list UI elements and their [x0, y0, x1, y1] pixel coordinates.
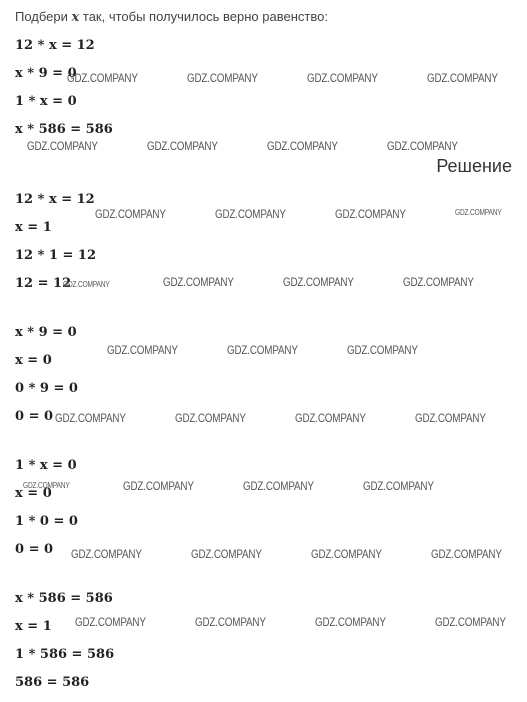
- watermark: GDZ.COMPANY: [295, 411, 366, 425]
- task-text-after: так, чтобы получилось верно равенство:: [79, 9, 328, 24]
- watermark: GDZ.COMPANY: [23, 481, 70, 490]
- watermark: GDZ.COMPANY: [267, 139, 338, 153]
- watermark: GDZ.COMPANY: [243, 479, 314, 493]
- watermark: GDZ.COMPANY: [27, 139, 98, 153]
- solution-heading: Решение: [436, 156, 512, 176]
- solution-2-step-4: 0 = 0: [15, 409, 54, 424]
- watermark: GDZ.COMPANY: [123, 479, 194, 493]
- watermark: GDZ.COMPANY: [55, 411, 126, 425]
- watermark: GDZ.COMPANY: [107, 343, 178, 357]
- solution-1-step-4: 12 = 12: [15, 276, 72, 291]
- watermark: GDZ.COMPANY: [215, 207, 286, 221]
- watermark: GDZ.COMPANY: [363, 479, 434, 493]
- task-equation-2: x * 9 = 0: [15, 66, 77, 81]
- solution-3-step-1: 1 * x = 0: [15, 458, 77, 473]
- watermark: GDZ.COMPANY: [71, 547, 142, 561]
- watermark: GDZ.COMPANY: [427, 71, 498, 85]
- watermark: GDZ.COMPANY: [435, 615, 506, 629]
- watermark: GDZ.COMPANY: [163, 275, 234, 289]
- watermark: GDZ.COMPANY: [311, 547, 382, 561]
- watermark: GDZ.COMPANY: [67, 71, 138, 85]
- solution-3-step-4: 0 = 0: [15, 542, 54, 557]
- watermark: GDZ.COMPANY: [431, 547, 502, 561]
- task-equation-3: 1 * x = 0: [15, 94, 77, 109]
- task-instruction: [15, 9, 328, 25]
- solution-4-step-4: 586 = 586: [15, 675, 90, 690]
- solution-4-step-1: x * 586 = 586: [15, 591, 113, 606]
- watermark: GDZ.COMPANY: [95, 207, 166, 221]
- watermark: GDZ.COMPANY: [187, 71, 258, 85]
- solution-1-step-1: 12 * x = 12: [15, 192, 95, 207]
- solution-2-step-2: x = 0: [15, 353, 52, 368]
- watermark: GDZ.COMPANY: [175, 411, 246, 425]
- watermark: GDZ.COMPANY: [63, 280, 110, 289]
- watermark: GDZ.COMPANY: [415, 411, 486, 425]
- task-text-before: Подбери: [15, 9, 72, 24]
- watermark: GDZ.COMPANY: [455, 208, 502, 217]
- solution-3-step-2: x = 0: [15, 486, 52, 501]
- watermark: GDZ.COMPANY: [147, 139, 218, 153]
- solution-1-step-2: x = 1: [15, 220, 52, 235]
- watermark: GDZ.COMPANY: [387, 139, 458, 153]
- solution-4-step-2: x = 1: [15, 619, 52, 634]
- watermark: GDZ.COMPANY: [403, 275, 474, 289]
- solution-2-step-3: 0 * 9 = 0: [15, 381, 78, 396]
- solution-1-step-3: 12 * 1 = 12: [15, 248, 97, 263]
- task-equation-4: x * 586 = 586: [15, 122, 113, 137]
- watermark: GDZ.COMPANY: [315, 615, 386, 629]
- task-variable: x: [71, 10, 80, 25]
- watermark: GDZ.COMPANY: [191, 547, 262, 561]
- watermark: GDZ.COMPANY: [347, 343, 418, 357]
- task-equation-1: 12 * x = 12: [15, 38, 95, 53]
- solution-2-step-1: x * 9 = 0: [15, 325, 77, 340]
- solution-4-step-3: 1 * 586 = 586: [15, 647, 115, 662]
- watermark: GDZ.COMPANY: [283, 275, 354, 289]
- watermark: GDZ.COMPANY: [227, 343, 298, 357]
- watermark: GDZ.COMPANY: [195, 615, 266, 629]
- solution-3-step-3: 1 * 0 = 0: [15, 514, 78, 529]
- watermark: GDZ.COMPANY: [75, 615, 146, 629]
- watermark: GDZ.COMPANY: [307, 71, 378, 85]
- watermark: GDZ.COMPANY: [335, 207, 406, 221]
